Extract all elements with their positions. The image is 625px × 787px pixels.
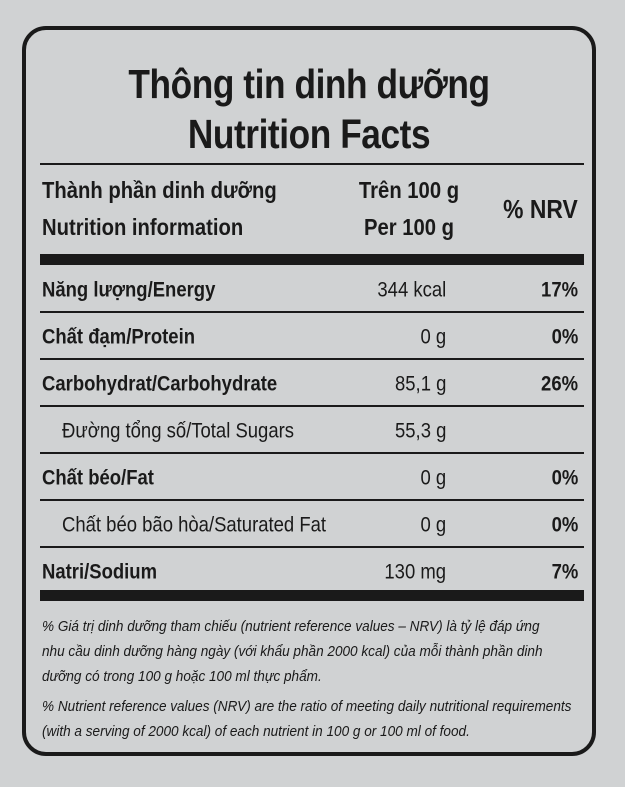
table-row (26, 407, 592, 454)
row-nrv: 0% (551, 513, 578, 536)
row-name: Chất béo bão hòa/Saturated Fat (62, 513, 327, 536)
header-per-100g-vi: Trên 100 g (358, 177, 460, 203)
table-row (26, 313, 592, 360)
row-nrv: 0% (551, 325, 578, 348)
footnote-line: % Nutrient reference values (NRV) are the ratio of meeting daily nutritional requirements (42, 698, 572, 715)
footnote-english (42, 694, 585, 744)
row-value: 55,3 g (394, 419, 446, 442)
footnote-line: dưỡng có trong 100 g hoặc 100 ml thực phẩm. (42, 668, 322, 685)
row-name: Carbohydrat/Carbohydrate (42, 372, 278, 395)
footnote-vietnamese (42, 614, 585, 689)
row-name: Năng lượng/Energy (42, 278, 216, 301)
header-nutrition-label-vi: Thành phần dinh dưỡng (42, 177, 277, 203)
nutrition-facts-panel (22, 26, 596, 756)
row-value: 0 g (420, 325, 446, 348)
row-value: 0 g (420, 466, 446, 489)
row-nrv: 26% (541, 372, 578, 395)
footnote-line: % Giá trị dinh dưỡng tham chiếu (nutrient reference values – NRV) là tỷ lệ đáp ứng (42, 618, 540, 635)
table-row (26, 501, 592, 548)
row-nrv: 17% (541, 278, 578, 301)
row-nrv: 0% (551, 466, 578, 489)
row-value: 85,1 g (394, 372, 446, 395)
row-value: 344 kcal (377, 278, 446, 301)
row-name: Natri/Sodium (42, 560, 158, 583)
table-row (26, 454, 592, 501)
footnote-line: nhu cầu dinh dưỡng hàng ngày (với khẩu phần 2000 kcal) của mỗi thành phần dinh (42, 643, 543, 660)
divider-table-bottom (40, 590, 584, 601)
divider-header-top (40, 163, 584, 165)
divider-header-bottom (40, 254, 584, 265)
row-nrv: 7% (551, 560, 578, 583)
header-nrv: % NRV (503, 194, 578, 224)
row-name: Chất béo/Fat (42, 466, 154, 489)
title-vietnamese: Thông tin dinh dưỡng (128, 61, 490, 107)
header-nutrition-label-en: Nutrition information (42, 214, 244, 240)
title-english: Nutrition Facts (187, 111, 431, 157)
row-name: Đường tổng số/Total Sugars (62, 419, 295, 442)
row-name: Chất đạm/Protein (42, 325, 195, 348)
footnote-line: (with a serving of 2000 kcal) of each nutrient in 100 g or 100 ml of food. (42, 723, 470, 740)
row-value: 0 g (420, 513, 446, 536)
header-per-100g-en: Per 100 g (363, 214, 455, 240)
table-row (26, 548, 592, 595)
row-value: 130 mg (384, 560, 446, 583)
table-row (26, 360, 592, 407)
table-row (26, 266, 592, 313)
